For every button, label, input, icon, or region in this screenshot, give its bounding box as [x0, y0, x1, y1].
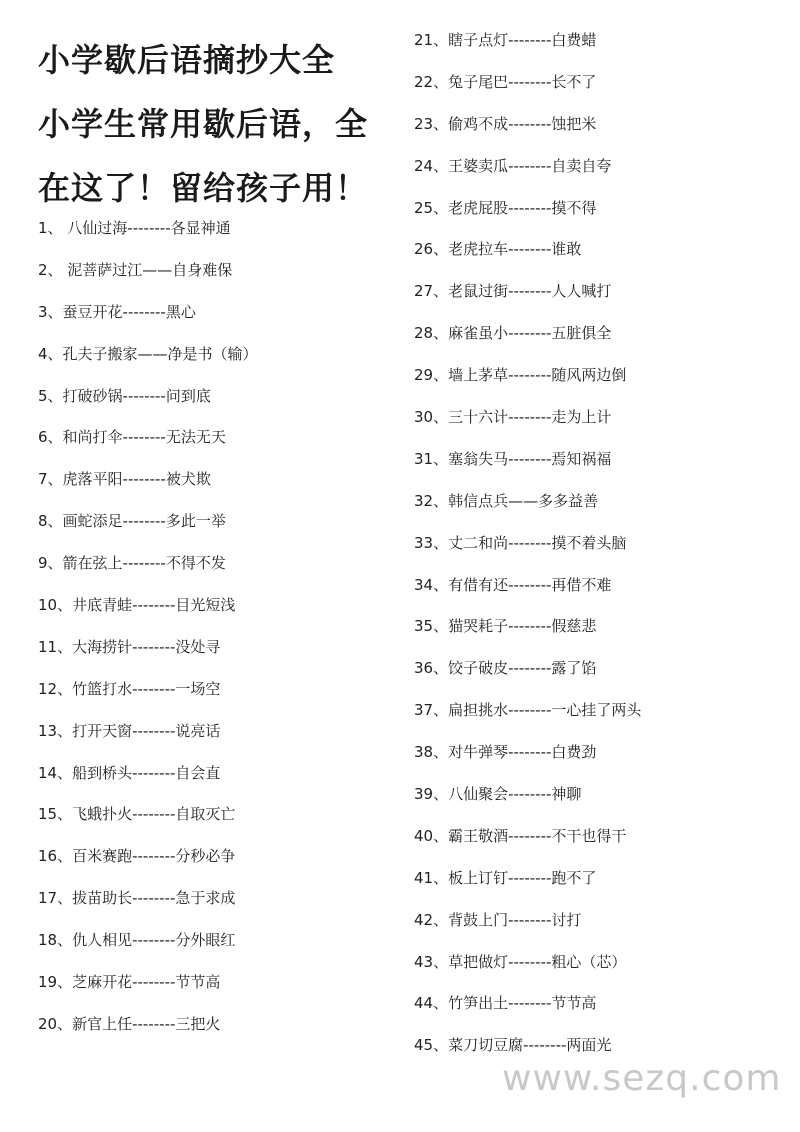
list-item: 41、板上订钉--------跑不了 — [414, 868, 597, 887]
list-item: 24、王婆卖瓜--------自卖自夸 — [414, 156, 612, 175]
list-item: 13、打开天窗--------说亮话 — [38, 721, 221, 740]
page-title — [38, 28, 398, 220]
list-item: 22、兔子尾巴--------长不了 — [414, 72, 597, 91]
list-item: 39、八仙聚会--------神聊 — [414, 785, 582, 804]
list-item: 25、老虎屁股--------摸不得 — [414, 198, 597, 217]
list-item: 3、蚕豆开花--------黑心 — [38, 302, 196, 321]
list-item: 35、猫哭耗子--------假慈悲 — [414, 617, 597, 636]
list-item: 45、菜刀切豆腐--------两面光 — [414, 1036, 612, 1055]
list-item: 10、井底青蛙--------目光短浅 — [38, 596, 236, 615]
list-item: 32、韩信点兵——多多益善 — [414, 491, 599, 510]
list-item: 21、瞎子点灯--------白费蜡 — [414, 31, 597, 49]
list-item: 28、麻雀虽小--------五脏俱全 — [414, 324, 612, 343]
list-item: 2、 泥菩萨过江——自身难保 — [38, 260, 233, 279]
title-line: 小学生常用歇后语，全 — [38, 105, 369, 143]
list-item: 6、和尚打伞--------无法无天 — [38, 428, 226, 447]
list-item: 27、老鼠过街--------人人喊打 — [414, 282, 612, 301]
list-item: 26、老虎拉车--------谁敢 — [414, 240, 582, 259]
list-item: 8、画蛇添足--------多此一举 — [38, 512, 226, 531]
list-item: 17、拔苗助长--------急于求成 — [38, 889, 236, 908]
list-item: 37、扁担挑水--------一心挂了两头 — [414, 701, 642, 720]
list-item: 12、竹篮打水--------一场空 — [38, 679, 221, 698]
list-item: 40、霸王敬酒--------不干也得干 — [414, 826, 627, 845]
list-item: 9、箭在弦上--------不得不发 — [38, 554, 226, 573]
list-item: 38、对牛弹琴--------白费劲 — [414, 743, 597, 762]
list-item: 7、虎落平阳--------被犬欺 — [38, 470, 211, 489]
list-item: 4、孔夫子搬家——净是书（输） — [38, 344, 258, 363]
list-item: 14、船到桥头--------自会直 — [38, 763, 221, 782]
list-item: 29、墙上茅草--------随风两边倒 — [414, 366, 627, 385]
list-item: 5、打破砂锅--------问到底 — [38, 386, 211, 405]
list-item: 43、草把做灯--------粗心（芯） — [414, 952, 627, 971]
list-item: 20、新官上任--------三把火 — [38, 1014, 221, 1033]
title-line: 小学歇后语摘抄大全 — [38, 41, 336, 79]
list-item: 42、背鼓上门--------讨打 — [414, 910, 582, 929]
title-line: 在这了！留给孩子用！ — [38, 169, 369, 207]
list-item: 23、偷鸡不成--------蚀把米 — [414, 114, 597, 133]
list-item: 11、大海捞针--------没处寻 — [38, 637, 221, 656]
list-item: 16、百米赛跑--------分秒必争 — [38, 847, 236, 866]
list-item: 1、 八仙过海--------各显神通 — [38, 219, 231, 237]
list-item: 19、芝麻开花--------节节高 — [38, 973, 221, 992]
xiehouyu-list-right — [414, 20, 641, 1067]
list-item: 34、有借有还--------再借不难 — [414, 575, 612, 594]
list-item: 30、三十六计--------走为上计 — [414, 408, 612, 427]
list-item: 36、饺子破皮--------露了馅 — [414, 659, 597, 678]
xiehouyu-list-left — [38, 208, 258, 1046]
list-item: 15、飞蛾扑火--------自取灭亡 — [38, 805, 236, 824]
list-item: 31、塞翁失马--------焉知祸福 — [414, 449, 612, 468]
list-item: 44、竹笋出土--------节节高 — [414, 994, 597, 1013]
list-item: 33、丈二和尚--------摸不着头脑 — [414, 533, 627, 552]
list-item: 18、仇人相见--------分外眼红 — [38, 931, 236, 950]
watermark: www.sezq.com — [502, 1058, 782, 1099]
